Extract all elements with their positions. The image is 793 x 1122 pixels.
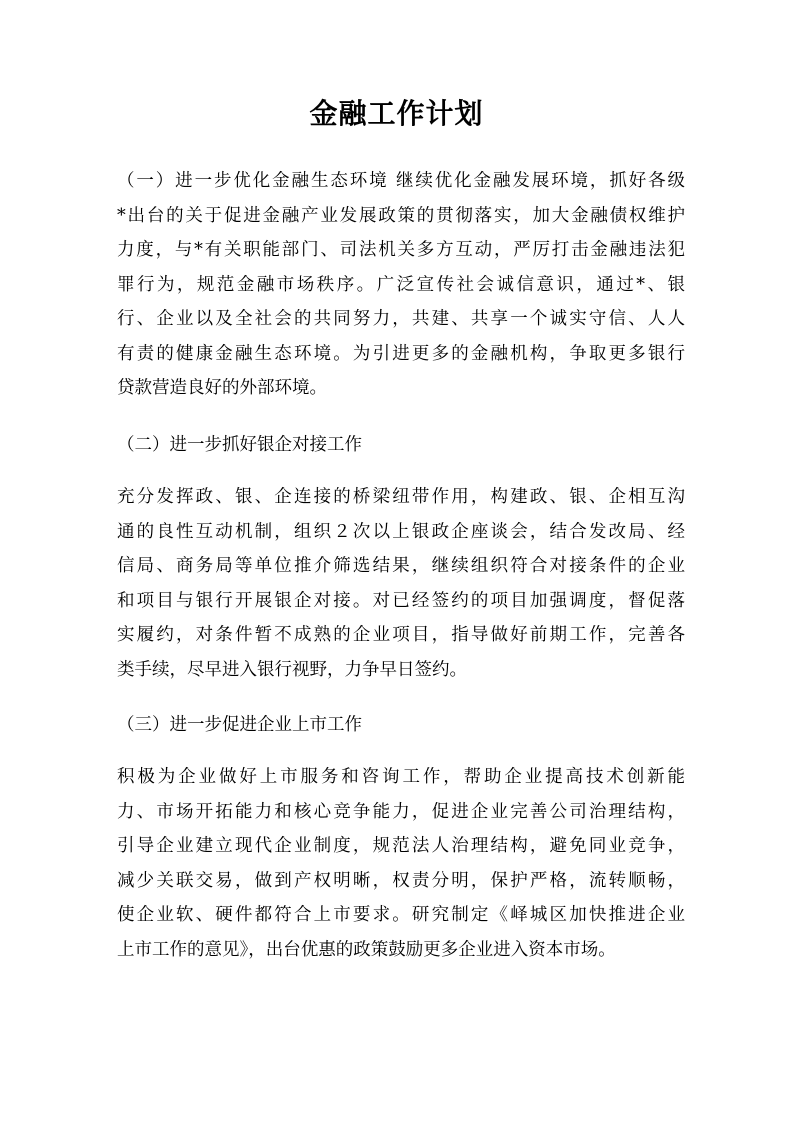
section-3-paragraph	[117, 760, 685, 967]
section-2-heading: （二）进一步抓好银企对接工作	[117, 435, 362, 455]
paragraph-line: 减少关联交易，做到产权明晰，权责分明，保护严格，流转顺畅，	[117, 870, 685, 891]
paragraph-line: 行、企业以及全社会的共同努力，共建、共享一个诚实守信、人人	[117, 309, 685, 329]
paragraph-line: 贷款营造良好的外部环境。	[117, 378, 327, 398]
section-3-heading: （三）进一步促进企业上市工作	[117, 715, 362, 735]
paragraph-line: 上市工作的意见》，出台优惠的政策鼓励更多企业进入资本市场。	[117, 939, 616, 960]
section-1-paragraph	[117, 164, 685, 406]
paragraph-line: 罪行为，规范金融市场秩序。广泛宣传社会诚信意识，通过*、银	[117, 274, 685, 295]
document-title: 金融工作计划	[309, 97, 484, 130]
paragraph-line: 使企业软、硬件都符合上市要求。研究制定《峄城区加快推进企业	[117, 905, 685, 925]
section-2-paragraph	[117, 480, 685, 687]
paragraph-line: 充分发挥政、银、企连接的桥梁纽带作用，构建政、银、企相互沟	[117, 487, 685, 507]
paragraph-line: 积极为企业做好上市服务和咨询工作，帮助企业提高技术创新能	[117, 767, 685, 787]
paragraph-line: 和项目与银行开展银企对接。对已经签约的项目加强调度，督促落	[117, 590, 685, 611]
paragraph-line: 引导企业建立现代企业制度，规范法人治理结构，避免同业竞争，	[117, 836, 685, 856]
paragraph-line: 力、市场开拓能力和核心竞争能力，促进企业完善公司治理结构，	[117, 801, 685, 822]
paragraph-line: 力度，与*有关职能部门、司法机关多方互动，严厉打击金融违法犯	[117, 240, 685, 260]
paragraph-line: *出台的关于促进金融产业发展政策的贯彻落实，加大金融债权维护	[117, 205, 685, 226]
paragraph-line: 有责的健康金融生态环境。为引进更多的金融机构，争取更多银行	[117, 343, 685, 364]
paragraph-line: 类手续，尽早进入银行视野，力争早日签约。	[117, 659, 467, 680]
paragraph-line: （一）进一步优化金融生态环境 继续优化金融发展环境，抓好各级	[117, 171, 685, 191]
paragraph-line: 通的良性互动机制，组织２次以上银政企座谈会，结合发改局、经	[117, 521, 685, 542]
paragraph-line: 信局、商务局等单位推介筛选结果，继续组织符合对接条件的企业	[117, 556, 685, 576]
paragraph-line: 实履约，对条件暂不成熟的企业项目，指导做好前期工作，完善各	[117, 625, 685, 645]
